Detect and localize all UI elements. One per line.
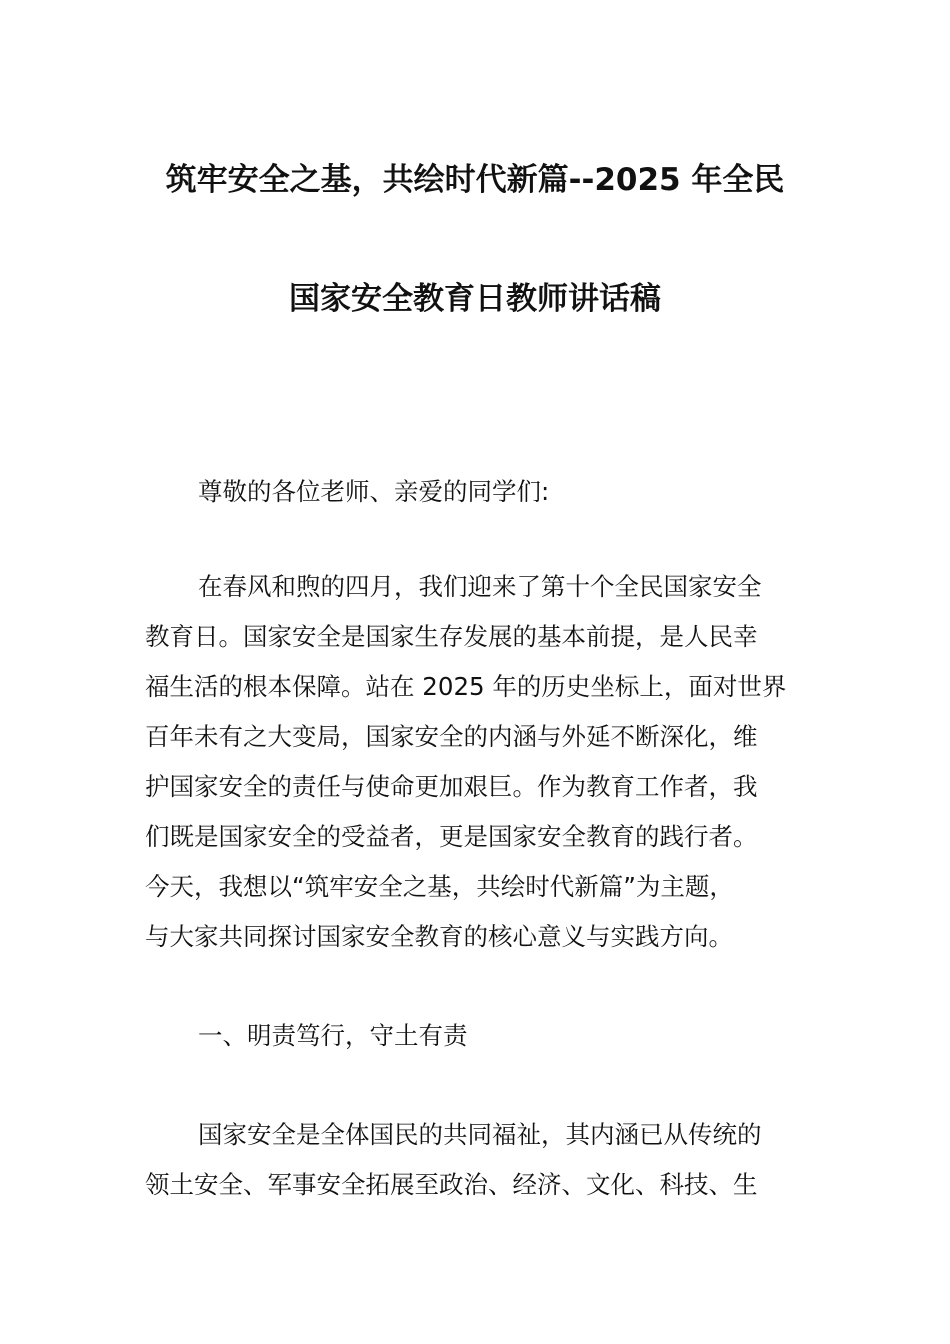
intro-line: 在春风和煦的四月，我们迎来了第十个全民国家安全 xyxy=(198,572,762,601)
section-1-paragraph xyxy=(145,1110,810,1210)
document-title-line-2: 国家安全教育日教师讲话稿 xyxy=(289,281,661,317)
intro-line: 与大家共同探讨国家安全教育的核心意义与实践方向。 xyxy=(145,922,733,951)
intro-line: 护国家安全的责任与使命更加艰巨。作为教育工作者，我 xyxy=(145,772,758,801)
greeting-text: 尊敬的各位老师、亲爱的同学们: xyxy=(198,477,550,506)
intro-paragraph xyxy=(145,562,810,962)
section-1-heading-text: 一、明责笃行，守土有责 xyxy=(198,1021,468,1050)
greeting-paragraph xyxy=(145,467,810,517)
intro-line: 教育日。国家安全是国家生存发展的基本前提，是人民幸 xyxy=(145,622,758,651)
section-1-line: 国家安全是全体国民的共同福祉，其内涵已从传统的 xyxy=(198,1120,762,1149)
intro-line: 百年未有之大变局，国家安全的内涵与外延不断深化，维 xyxy=(145,722,758,751)
document-title-line-1: 筑牢安全之基，共绘时代新篇--2025 年全民 xyxy=(165,162,785,198)
intro-line: 今天，我想以“筑牢安全之基，共绘时代新篇”为主题， xyxy=(145,872,734,901)
intro-line: 们既是国家安全的受益者，更是国家安全教育的践行者。 xyxy=(145,822,758,851)
intro-line: 福生活的根本保障。站在 2025 年的历史坐标上，面对世界 xyxy=(145,672,787,701)
section-1-line: 领土安全、军事安全拓展至政治、经济、文化、科技、生 xyxy=(145,1170,758,1199)
section-1-heading xyxy=(145,1011,810,1061)
